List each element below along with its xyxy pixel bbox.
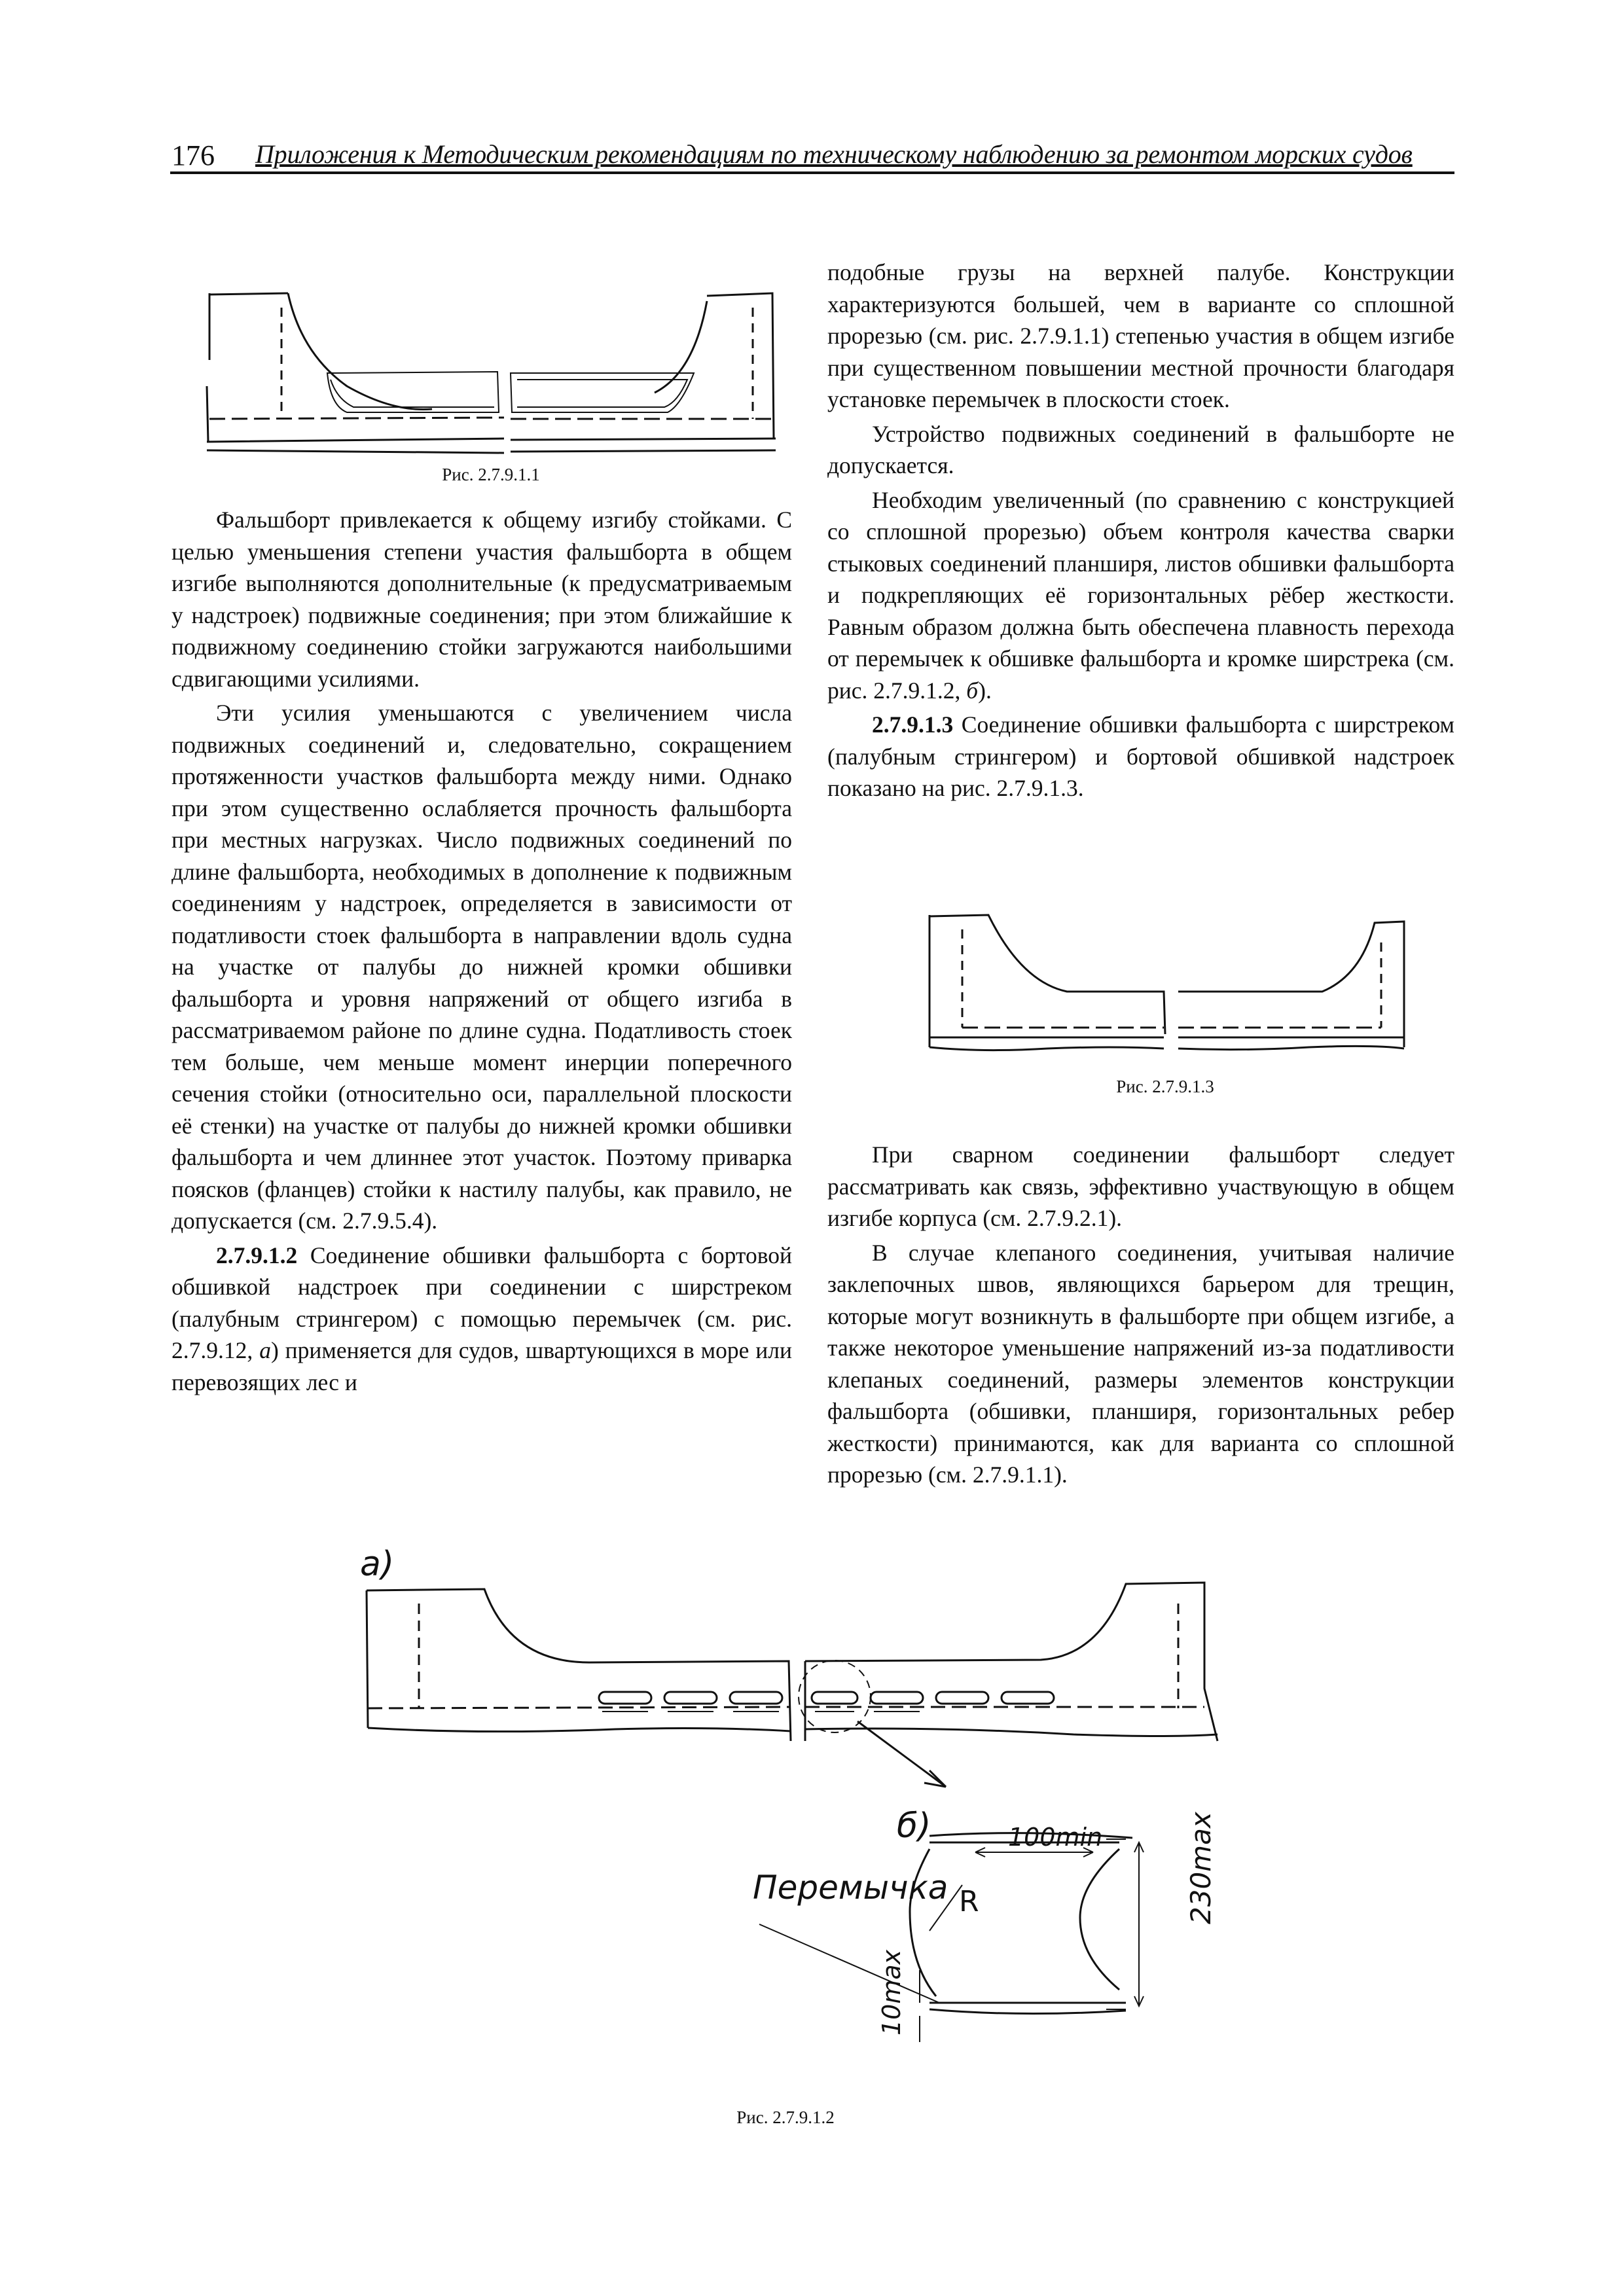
figure-2-7-9-1-2-label-230max: 230max — [1185, 1812, 1217, 1924]
figure-2-7-9-1-2-label-a: а) — [360, 1545, 395, 1584]
right-paragraph-6: В случае клепаного соединения, учитывая наличие заклепочных швов, являющихся барьером для трещин, которые могут возникнуть в фальшборте при общем изгибе, а также некоторое уменьшение напряжений из-за податливости клепаных соединений, размеры элементов конструкции фальшборта (обшивки, планширя, горизонтальных ребер жесткости) принимаются, как для варианта со сплошной прорезью (см. 2.7.9.1.1). — [827, 1239, 1454, 1488]
left-paragraph-3-tail: ) применяется для судов, швартующихся в море или перевозящих лес и — [171, 1337, 793, 1395]
left-paragraph-3-text: Соединение обшивки фальшборта с бортовой обшивкой надстроек при соединении с ширстреком (палубным стрингером) с помощью перемычек (см. рис. 2.7.9.12, — [171, 1242, 792, 1363]
figure-2-7-9-1-3-caption: Рис. 2.7.9.1.3 — [1116, 1077, 1214, 1096]
left-paragraph-1: Фальшборт привлекается к общему изгибу стойками. С целью уменьшения степени участия фальшборта в общем изгибе выполняются дополнительные (к предусматриваемым у надстроек) подвижные соединения; при этом ближайшие к подвижному соединению стойки загружаются наибольшими сдвигающими усилиями. — [171, 507, 792, 692]
figure-2-7-9-1-3-drawing — [916, 903, 1414, 1060]
section-number-2-7-9-1-3: 2.7.9.1.3 — [872, 711, 954, 738]
right-column-bottom — [827, 1139, 1454, 1491]
header-rule — [170, 171, 1454, 174]
figure-2-7-9-1-2 — [353, 1545, 1283, 2153]
figure-2-7-9-1-3 — [916, 903, 1414, 1096]
figure-2-7-9-1-2-label-r: R — [959, 1885, 979, 1918]
figure-2-7-9-1-2-drawing — [353, 1545, 1283, 2153]
right-paragraph-2: Устройство подвижных соединений в фальшборте не допускается. — [827, 420, 1454, 478]
right-paragraph-4-text: Соединение обшивки фальшборта с ширстреком (палубным стрингером) и бортовой обшивкой надстроек показано на рис. 2.7.9.1.3. — [827, 711, 1454, 801]
figure-2-7-9-1-2-label-10max: 10max — [877, 1949, 906, 2036]
left-column — [171, 504, 792, 1398]
right-paragraph-3-tail: ). — [978, 677, 992, 704]
figure-2-7-9-1-1-drawing — [196, 281, 792, 458]
right-paragraph-3-text: Необходим увеличенный (по сравнению с конструкцией со сплошной прорезью) объем контроля качества сварки стыковых соединений планширя, листов обшивки фальшборта и подкрепляющих её горизонтальных рёбер жесткости. Равным образом должна быть обеспечена плавность перехода от перемычек к обшивке фальшборта и кромке ширстрека (см. рис. 2.7.9.1.2, — [827, 486, 1454, 704]
left-paragraph-3 — [171, 1240, 792, 1399]
figure-2-7-9-1-2-label-100min: 100min — [1008, 1823, 1103, 1852]
running-title: Приложения к Методическим рекомендациям по техническому наблюдению за ремонтом морских судов — [255, 139, 1413, 169]
right-paragraph-4 — [827, 709, 1454, 804]
left-paragraph-3-italic: а — [259, 1337, 271, 1363]
figure-2-7-9-1-1-caption: Рис. 2.7.9.1.1 — [442, 465, 540, 484]
right-column-top — [827, 257, 1454, 804]
figure-2-7-9-1-2-label-b: б) — [897, 1806, 931, 1846]
figure-2-7-9-1-1 — [196, 281, 792, 484]
section-number-2-7-9-1-2: 2.7.9.1.2 — [216, 1242, 298, 1268]
page-number: 176 — [171, 139, 215, 171]
figure-2-7-9-1-2-label-peremychka: Перемычка — [753, 1869, 948, 1907]
left-paragraph-2: Эти усилия уменьшаются с увеличением числа подвижных соединений и, следовательно, сокращением протяженности участков фальшборта между ними. Однако при этом существенно ослабляется прочность фальшборта при местных нагрузках. Число подвижных соединений по длине фальшборта, необходимых в дополнение к подвижным соединениям у надстроек, определяется в зависимости от податливости стоек фальшборта в направлении вдоль судна на участке от палубы до нижней кромки обшивки фальшборта и уровня напряжений от общего изгиба в рассматриваемом районе по длине судна. Податливость стоек тем больше, чем меньше момент инерции поперечного сечения стойки (относительно оси, параллельной плоскости её стенки) на участке от палубы до нижней кромки обшивки фальшборта и чем длиннее этот участок. Поэтому приварка поясков (фланцев) стойки к настилу палубы, как правило, не допускается (см. 2.7.9.5.4). — [171, 700, 792, 1234]
right-paragraph-5: При сварном соединении фальшборт следует рассматривать как связь, эффективно участвующую в общем изгибе корпуса (см. 2.7.9.2.1). — [827, 1141, 1454, 1231]
right-paragraph-3-italic: б — [966, 677, 979, 704]
right-paragraph-1: подобные грузы на верхней палубе. Конструкции характеризуются большей, чем в варианте со сплошной прорезью (см. рис. 2.7.9.1.1) степенью участия в общем изгибе при существенном повышении местной прочности благодаря установке перемычек в плоскости стоек. — [827, 259, 1454, 412]
figure-2-7-9-1-2-caption: Рис. 2.7.9.1.2 — [736, 2108, 835, 2127]
right-paragraph-3 — [827, 484, 1454, 707]
